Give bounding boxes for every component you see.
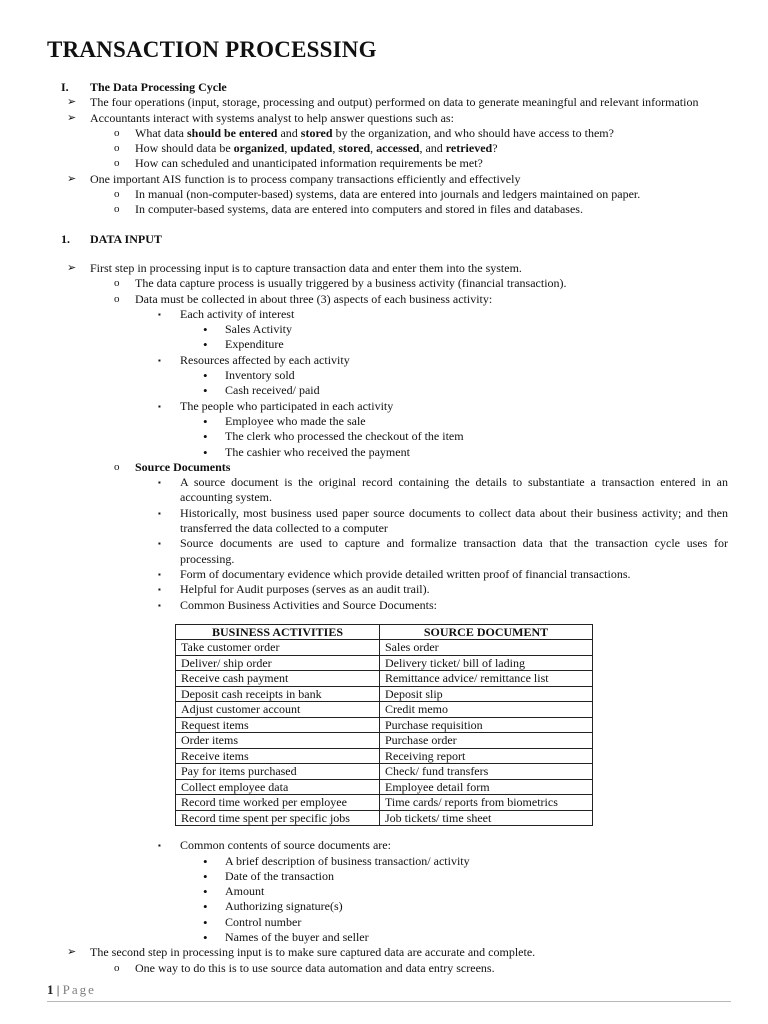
dot-bullet-icon: • xyxy=(203,322,208,338)
source-documents-table xyxy=(175,624,593,827)
table-cell: Employee detail form xyxy=(380,779,593,795)
list-item: ➢ The four operations (input, storage, processing and output) performed on data to generate meaningful and relevant information xyxy=(67,95,699,110)
footer-page-label: Page xyxy=(62,982,96,997)
table-cell: Credit memo xyxy=(380,702,593,718)
list-item: o Data must be collected in about three (3) aspects of each business activity: xyxy=(114,291,493,306)
table-cell: Purchase requisition xyxy=(380,717,593,733)
table-cell: Purchase order xyxy=(380,733,593,749)
dot-bullet-icon: • xyxy=(203,868,208,884)
list-item: ➢ First step in processing input is to capture transaction data and enter them into the system. xyxy=(67,260,522,275)
list-item: • A brief description of business transaction/ activity xyxy=(203,853,470,869)
table-cell: Sales order xyxy=(380,640,593,656)
circle-bullet-icon: o xyxy=(114,961,120,974)
dot-bullet-icon: • xyxy=(203,337,208,353)
list-item: • Employee who made the sale xyxy=(203,413,366,429)
table-row xyxy=(176,748,593,764)
table-cell: Adjust customer account xyxy=(176,702,380,718)
square-bullet-icon: ▪ xyxy=(158,508,161,518)
arrow-bullet-icon: ➢ xyxy=(67,261,77,274)
circle-bullet-icon: o xyxy=(114,203,120,216)
arrow-bullet-icon: ➢ xyxy=(67,111,77,124)
list-item: • The cashier who received the payment xyxy=(203,444,410,460)
source-doc-point: ▪ Historically, most business used paper source documents to collect data about their business activity; and then transferred the data collected to a computer xyxy=(158,505,728,536)
list-item: o In manual (non-computer-based) systems, data are entered into journals and ledgers maintained on paper. xyxy=(114,187,641,202)
table-header-row xyxy=(176,624,593,640)
table-cell: Record time worked per employee xyxy=(176,795,380,811)
table-cell: Deposit slip xyxy=(380,686,593,702)
square-bullet-icon: ▪ xyxy=(158,355,161,365)
dot-bullet-icon: • xyxy=(203,413,208,429)
arrow-bullet-icon: ➢ xyxy=(67,946,77,959)
table-cell: Deliver/ ship order xyxy=(176,655,380,671)
page-number: 1 xyxy=(47,982,54,997)
circle-bullet-icon: o xyxy=(114,188,120,201)
square-bullet-icon: ▪ xyxy=(158,600,161,610)
table-cell: Receiving report xyxy=(380,748,593,764)
table-cell: Request items xyxy=(176,717,380,733)
question-item: o How can scheduled and unanticipated information requirements be met? xyxy=(114,156,483,171)
document-body xyxy=(0,80,768,976)
circle-bullet-icon: o xyxy=(114,126,120,139)
question-item: o How should data be organized, updated, stored, accessed, and retrieved? xyxy=(114,141,498,156)
table-row xyxy=(176,686,593,702)
table-cell: Order items xyxy=(176,733,380,749)
aspect-item: ▪ Resources affected by each activity xyxy=(158,352,350,367)
table-cell: Record time spent per specific jobs xyxy=(176,810,380,826)
table-cell: Receive cash payment xyxy=(176,671,380,687)
table-cell: Time cards/ reports from biometrics xyxy=(380,795,593,811)
table-row xyxy=(176,702,593,718)
table-row xyxy=(176,717,593,733)
column-header: SOURCE DOCUMENT xyxy=(380,624,593,640)
list-item: ➢ One important AIS function is to process company transactions efficiently and effectively xyxy=(67,171,521,186)
dot-bullet-icon: • xyxy=(203,383,208,399)
table-cell: Pay for items purchased xyxy=(176,764,380,780)
section-heading-data-input xyxy=(0,232,768,247)
square-bullet-icon: ▪ xyxy=(158,569,161,579)
table-cell: Check/ fund transfers xyxy=(380,764,593,780)
page-title: TRANSACTION PROCESSING xyxy=(47,37,377,62)
source-doc-point: ▪ Helpful for Audit purposes (serves as an audit trail). xyxy=(158,582,430,597)
section-title: The Data Processing Cycle xyxy=(90,80,227,94)
table-cell: Collect employee data xyxy=(176,779,380,795)
column-header: BUSINESS ACTIVITIES xyxy=(176,624,380,640)
list-item: • Sales Activity xyxy=(203,322,292,338)
source-doc-point: ▪ Source documents are used to capture and formalize transaction data that the transaction cycle uses for processing. xyxy=(158,536,728,566)
list-item: • The clerk who processed the checkout of the item xyxy=(203,429,464,445)
spacer xyxy=(0,218,768,232)
square-bullet-icon: ▪ xyxy=(158,841,161,851)
source-doc-point: ▪ A source document is the original record containing the details to substantiate a transaction entered in an accounting system. xyxy=(158,475,728,505)
arrow-bullet-icon: ➢ xyxy=(67,172,77,185)
circle-bullet-icon: o xyxy=(114,277,120,290)
dot-bullet-icon: • xyxy=(203,884,208,900)
source-documents-heading: o Source Documents xyxy=(114,459,231,474)
list-item: • Authorizing signature(s) xyxy=(203,899,343,915)
table-row xyxy=(176,671,593,687)
table-row xyxy=(176,733,593,749)
spacer xyxy=(0,247,768,261)
table-cell: Take customer order xyxy=(176,640,380,656)
list-item: o In computer-based systems, data are entered into computers and stored in files and databases. xyxy=(114,202,583,217)
list-item: o One way to do this is to use source data automation and data entry screens. xyxy=(114,960,495,975)
table-cell: Job tickets/ time sheet xyxy=(380,810,593,826)
table-row xyxy=(176,779,593,795)
dot-bullet-icon: • xyxy=(203,368,208,384)
square-bullet-icon: ▪ xyxy=(158,478,161,488)
list-item: • Date of the transaction xyxy=(203,868,334,884)
table-cell: Delivery ticket/ bill of lading xyxy=(380,655,593,671)
section-heading-data-processing-cycle xyxy=(0,80,768,95)
table-row xyxy=(176,795,593,811)
dot-bullet-icon: • xyxy=(203,899,208,915)
circle-bullet-icon: o xyxy=(114,460,120,473)
list-item: ➢ The second step in processing input is to make sure captured data are accurate and complete. xyxy=(67,945,536,960)
question-item: o What data should be entered and stored by the organization, and who should have access to them? xyxy=(114,125,614,140)
square-bullet-icon: ▪ xyxy=(158,401,161,411)
footer-separator: | xyxy=(53,982,63,997)
aspect-item: ▪ Each activity of interest xyxy=(158,306,295,321)
square-bullet-icon: ▪ xyxy=(158,585,161,595)
aspect-item: ▪ Common contents of source documents are: xyxy=(158,838,391,853)
table-row xyxy=(176,764,593,780)
list-item: • Control number xyxy=(203,914,302,930)
table-row xyxy=(176,640,593,656)
list-item: o The data capture process is usually triggered by a business activity (financial transaction). xyxy=(114,276,567,291)
list-item: ➢ Accountants interact with systems analyst to help answer questions such as: xyxy=(67,110,454,125)
circle-bullet-icon: o xyxy=(114,142,120,155)
table-cell: Remittance advice/ remittance list xyxy=(380,671,593,687)
dot-bullet-icon: • xyxy=(203,853,208,869)
square-bullet-icon: ▪ xyxy=(158,539,161,549)
list-item: • Cash received/ paid xyxy=(203,383,320,399)
source-documents-table-wrapper xyxy=(175,624,768,827)
arrow-bullet-icon: ➢ xyxy=(67,96,77,109)
table-row xyxy=(176,655,593,671)
table-cell: Deposit cash receipts in bank xyxy=(176,686,380,702)
list-item: • Inventory sold xyxy=(203,368,295,384)
circle-bullet-icon: o xyxy=(114,292,120,305)
source-doc-point: ▪ Form of documentary evidence which provide detailed written proof of financial transactions. xyxy=(158,566,631,581)
dot-bullet-icon: • xyxy=(203,429,208,445)
list-item: • Expenditure xyxy=(203,337,284,353)
section-title: DATA INPUT xyxy=(90,231,162,246)
dot-bullet-icon: • xyxy=(203,914,208,930)
table-cell: Receive items xyxy=(176,748,380,764)
dot-bullet-icon: • xyxy=(203,444,208,460)
circle-bullet-icon: o xyxy=(114,157,120,170)
table-row xyxy=(176,810,593,826)
source-doc-point: ▪ Common Business Activities and Source Documents: xyxy=(158,597,437,612)
section-number: 1. xyxy=(61,231,70,246)
list-item: • Amount xyxy=(203,884,265,900)
dot-bullet-icon: • xyxy=(203,930,208,946)
list-item: • Names of the buyer and seller xyxy=(203,930,369,946)
section-number: I. xyxy=(61,80,69,94)
footer-divider xyxy=(47,1001,731,1002)
page-footer xyxy=(47,982,96,997)
aspect-item: ▪ The people who participated in each activity xyxy=(158,398,394,413)
square-bullet-icon: ▪ xyxy=(158,309,161,319)
